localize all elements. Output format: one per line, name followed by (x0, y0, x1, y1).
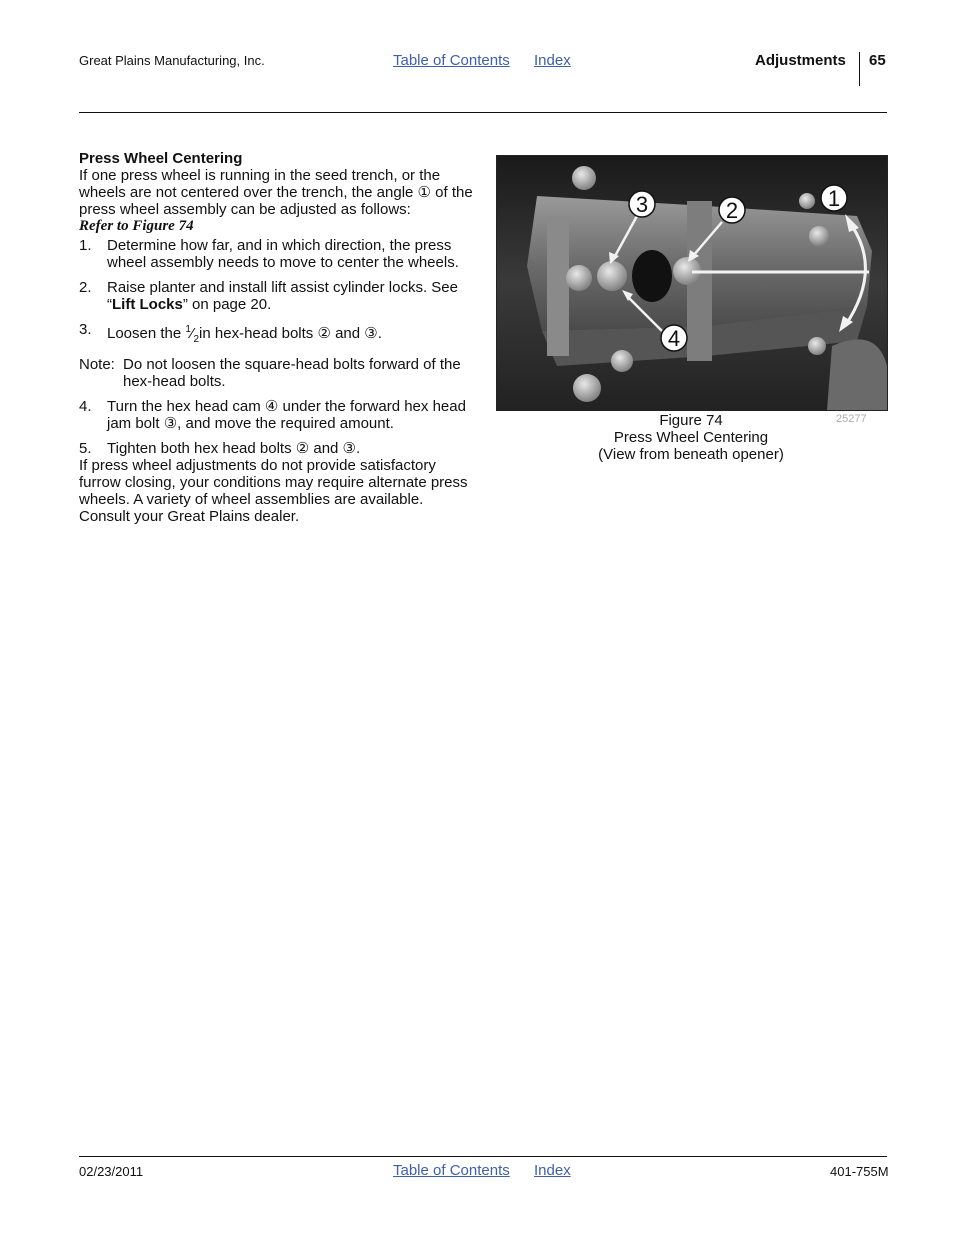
press-wheel-photo (496, 155, 888, 411)
intro-paragraph: If one press wheel is running in the seed trench, or the wheels are not centered over the trench, the angle ① of the press wheel assembly can be adjusted as follows: (79, 167, 473, 218)
step-number: 1. (79, 237, 92, 254)
step-1 (79, 237, 474, 271)
note-label: Note: (79, 356, 115, 373)
callout-4 (661, 325, 687, 351)
footer-toc-link[interactable]: Table of Contents (393, 1162, 510, 1179)
callout-1 (821, 185, 847, 211)
step-text: ” on page 20. (182, 296, 272, 313)
callout-2 (719, 197, 745, 223)
caption-title: Press Wheel Centering (613, 429, 769, 446)
section-heading: Press Wheel Centering (79, 150, 243, 167)
page-number: 65 (869, 52, 886, 69)
svg-text:1: 1 (827, 186, 841, 211)
company-name: Great Plains Manufacturing, Inc. (79, 53, 265, 68)
note-text: Do not loosen the square-head bolts forward of the hex-head bolts. (123, 356, 461, 390)
step-number: 4. (79, 398, 92, 415)
callout-3 (629, 191, 655, 217)
svg-text:2: 2 (725, 198, 739, 223)
step-number: 5. (79, 440, 92, 457)
step-text: Turn the hex head cam ④ under the forward hex head jam bolt ③, and move the required amount. (107, 398, 466, 432)
closing-paragraph: If press wheel adjustments do not provide satisfactory furrow closing, your conditions may require alternate press wheels. A variety of wheel assemblies are available. Consult your Great Plains dealer. (79, 457, 468, 525)
step-number: 2. (79, 279, 92, 296)
figure-reference: Refer to Figure 74 (79, 218, 194, 234)
caption-subtitle: (View from beneath opener) (598, 446, 784, 463)
step-2 (79, 279, 474, 313)
footer-rule (79, 1156, 887, 1157)
step-number: 3. (79, 321, 92, 338)
step-text: Loosen the (107, 325, 186, 342)
footer-date: 02/23/2011 (79, 1164, 144, 1179)
header-divider (859, 52, 860, 86)
step-5 (79, 440, 474, 457)
step-text: in hex-head bolts ② and ③. (199, 325, 382, 342)
step-text: Determine how far, and in which direction, the press wheel assembly needs to move to center the wheels. (107, 237, 459, 271)
svg-text:3: 3 (635, 192, 649, 217)
document-number: 401-755M (830, 1164, 889, 1179)
content-column (79, 150, 474, 525)
note (79, 356, 474, 390)
image-number: 25277 (836, 413, 867, 425)
lift-locks-reference: Lift Locks (112, 296, 183, 313)
step-4 (79, 398, 474, 432)
header-index-link[interactable]: Index (534, 52, 571, 69)
figure-caption (496, 412, 886, 463)
press-wheel-illustration (497, 156, 887, 410)
header-toc-link[interactable]: Table of Contents (393, 52, 510, 69)
header-rule (79, 112, 887, 113)
step-text: Tighten both hex head bolts ② and ③. (107, 440, 361, 457)
step-3 (79, 321, 474, 348)
section-title: Adjustments (755, 52, 846, 69)
svg-text:4: 4 (667, 326, 681, 351)
caption-figure-number: Figure 74 (659, 412, 723, 429)
step-text: Raise planter and install lift assist cylinder locks. See “ (107, 279, 458, 313)
fraction-half: $^1⁄_2$ (185, 324, 200, 345)
footer-index-link[interactable]: Index (534, 1162, 571, 1179)
